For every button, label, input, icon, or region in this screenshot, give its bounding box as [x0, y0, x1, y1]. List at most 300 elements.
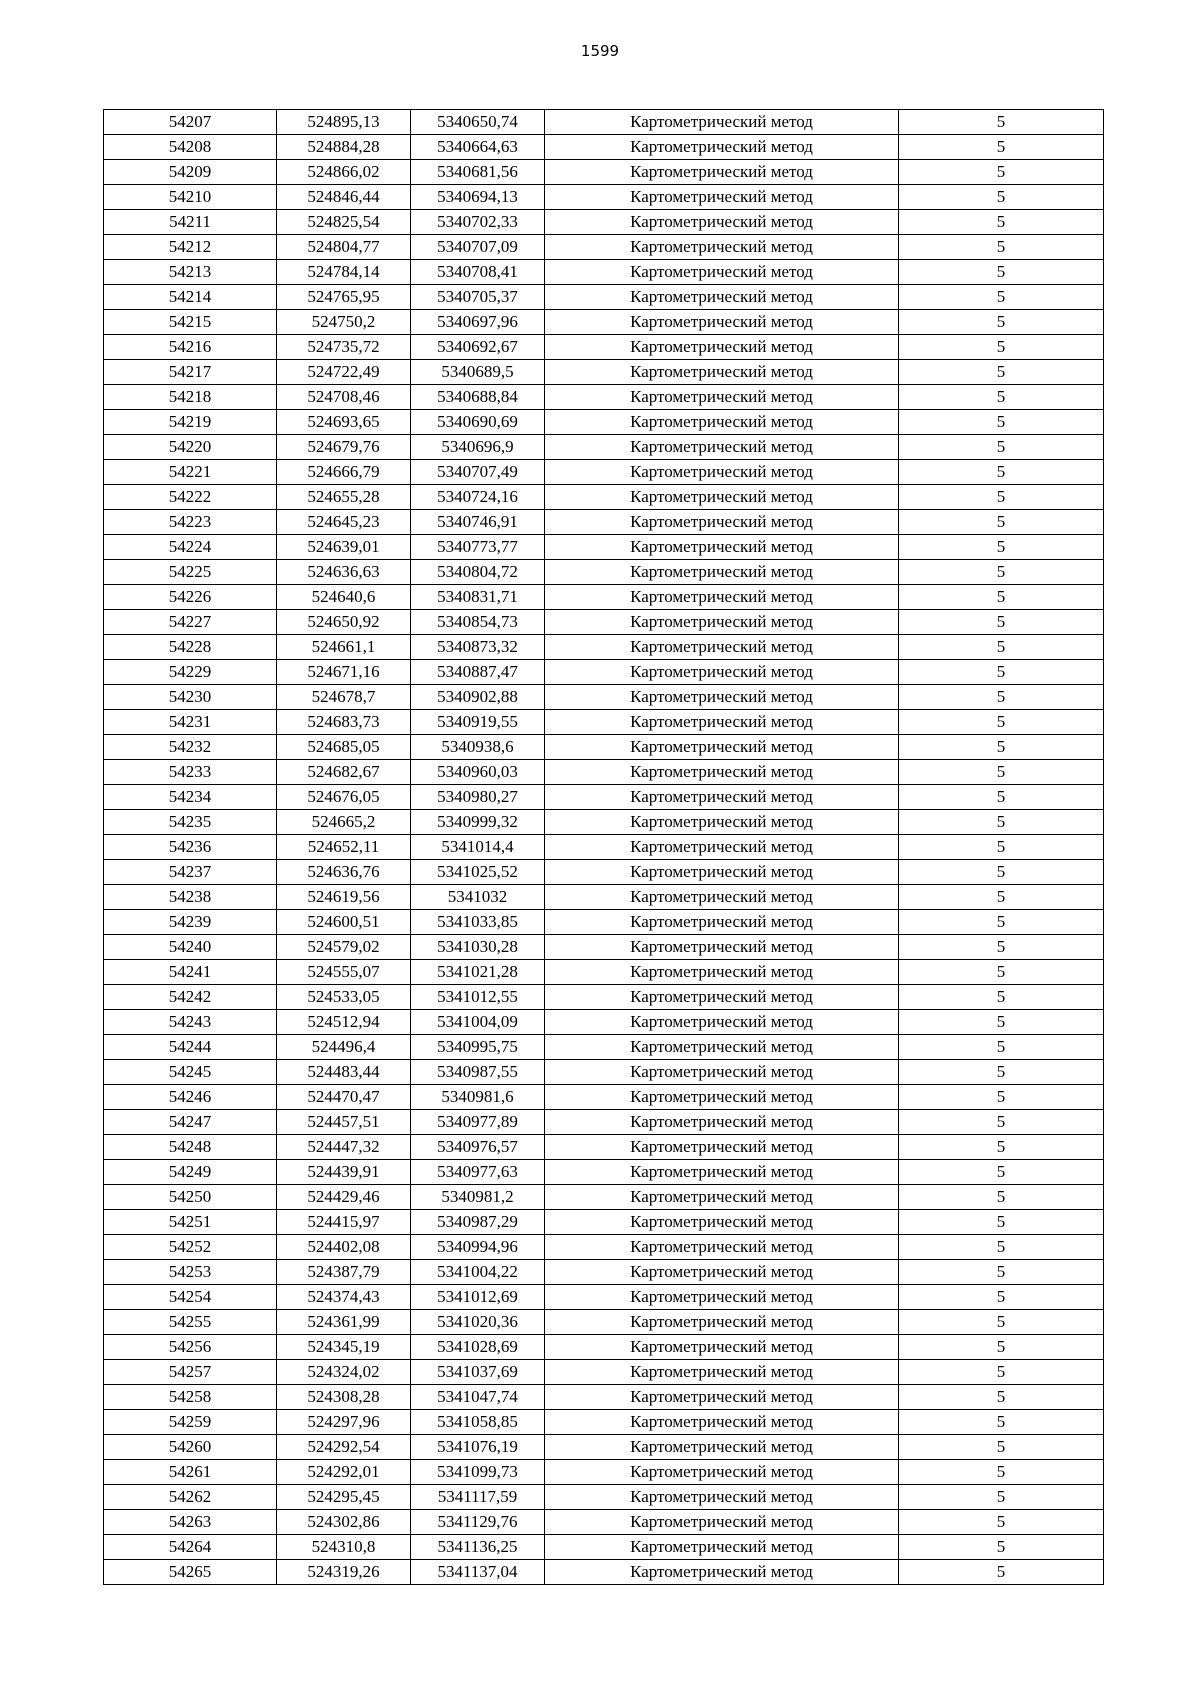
y-coordinate-cell: 5341021,28 — [411, 960, 545, 985]
point-number-cell: 54215 — [104, 310, 277, 335]
table-row — [104, 410, 1104, 435]
accuracy-cell: 5 — [899, 885, 1104, 910]
method-cell: Картометрический метод — [545, 210, 899, 235]
x-coordinate-cell: 524512,94 — [277, 1010, 411, 1035]
x-coordinate-cell: 524533,05 — [277, 985, 411, 1010]
point-number-cell: 54241 — [104, 960, 277, 985]
x-coordinate-cell: 524866,02 — [277, 160, 411, 185]
x-coordinate-cell: 524636,76 — [277, 860, 411, 885]
point-number-cell: 54262 — [104, 1485, 277, 1510]
table-row — [104, 360, 1104, 385]
table-row — [104, 985, 1104, 1010]
method-cell: Картометрический метод — [545, 1285, 899, 1310]
method-cell: Картометрический метод — [545, 110, 899, 135]
coordinates-table — [103, 109, 1104, 1585]
accuracy-cell: 5 — [899, 1410, 1104, 1435]
method-cell: Картометрический метод — [545, 1385, 899, 1410]
table-row — [104, 185, 1104, 210]
x-coordinate-cell: 524735,72 — [277, 335, 411, 360]
method-cell: Картометрический метод — [545, 735, 899, 760]
y-coordinate-cell: 5340690,69 — [411, 410, 545, 435]
x-coordinate-cell: 524319,26 — [277, 1560, 411, 1585]
x-coordinate-cell: 524292,54 — [277, 1435, 411, 1460]
y-coordinate-cell: 5340746,91 — [411, 510, 545, 535]
y-coordinate-cell: 5341033,85 — [411, 910, 545, 935]
x-coordinate-cell: 524439,91 — [277, 1160, 411, 1185]
x-coordinate-cell: 524846,44 — [277, 185, 411, 210]
method-cell: Картометрический метод — [545, 1410, 899, 1435]
method-cell: Картометрический метод — [545, 685, 899, 710]
x-coordinate-cell: 524661,1 — [277, 635, 411, 660]
y-coordinate-cell: 5341117,59 — [411, 1485, 545, 1510]
accuracy-cell: 5 — [899, 860, 1104, 885]
table-row — [104, 1460, 1104, 1485]
point-number-cell: 54246 — [104, 1085, 277, 1110]
y-coordinate-cell: 5340688,84 — [411, 385, 545, 410]
accuracy-cell: 5 — [899, 960, 1104, 985]
accuracy-cell: 5 — [899, 135, 1104, 160]
table-row — [104, 1385, 1104, 1410]
table-row — [104, 760, 1104, 785]
accuracy-cell: 5 — [899, 910, 1104, 935]
accuracy-cell: 5 — [899, 660, 1104, 685]
method-cell: Картометрический метод — [545, 585, 899, 610]
accuracy-cell: 5 — [899, 385, 1104, 410]
table-row — [104, 1510, 1104, 1535]
table-row — [104, 835, 1104, 860]
y-coordinate-cell: 5341037,69 — [411, 1360, 545, 1385]
x-coordinate-cell: 524402,08 — [277, 1235, 411, 1260]
y-coordinate-cell: 5340696,9 — [411, 435, 545, 460]
y-coordinate-cell: 5340650,74 — [411, 110, 545, 135]
method-cell: Картометрический метод — [545, 360, 899, 385]
x-coordinate-cell: 524310,8 — [277, 1535, 411, 1560]
accuracy-cell: 5 — [899, 510, 1104, 535]
table-row — [104, 1010, 1104, 1035]
point-number-cell: 54257 — [104, 1360, 277, 1385]
point-number-cell: 54261 — [104, 1460, 277, 1485]
accuracy-cell: 5 — [899, 760, 1104, 785]
table-row — [104, 1060, 1104, 1085]
point-number-cell: 54230 — [104, 685, 277, 710]
table-row — [104, 685, 1104, 710]
table-row — [104, 1335, 1104, 1360]
method-cell: Картометрический метод — [545, 1460, 899, 1485]
x-coordinate-cell: 524722,49 — [277, 360, 411, 385]
point-number-cell: 54222 — [104, 485, 277, 510]
method-cell: Картометрический метод — [545, 835, 899, 860]
table-row — [104, 510, 1104, 535]
table-row — [104, 1410, 1104, 1435]
x-coordinate-cell: 524693,65 — [277, 410, 411, 435]
accuracy-cell: 5 — [899, 1085, 1104, 1110]
y-coordinate-cell: 5340854,73 — [411, 610, 545, 635]
x-coordinate-cell: 524683,73 — [277, 710, 411, 735]
point-number-cell: 54233 — [104, 760, 277, 785]
method-cell: Картометрический метод — [545, 510, 899, 535]
point-number-cell: 54258 — [104, 1385, 277, 1410]
x-coordinate-cell: 524750,2 — [277, 310, 411, 335]
table-row — [104, 660, 1104, 685]
method-cell: Картометрический метод — [545, 410, 899, 435]
table-row — [104, 635, 1104, 660]
y-coordinate-cell: 5340689,5 — [411, 360, 545, 385]
accuracy-cell: 5 — [899, 935, 1104, 960]
point-number-cell: 54226 — [104, 585, 277, 610]
method-cell: Картометрический метод — [545, 460, 899, 485]
y-coordinate-cell: 5340919,55 — [411, 710, 545, 735]
y-coordinate-cell: 5340938,6 — [411, 735, 545, 760]
accuracy-cell: 5 — [899, 1335, 1104, 1360]
y-coordinate-cell: 5340708,41 — [411, 260, 545, 285]
method-cell: Картометрический метод — [545, 1435, 899, 1460]
y-coordinate-cell: 5341014,4 — [411, 835, 545, 860]
method-cell: Картометрический метод — [545, 1110, 899, 1135]
accuracy-cell: 5 — [899, 310, 1104, 335]
accuracy-cell: 5 — [899, 1035, 1104, 1060]
accuracy-cell: 5 — [899, 735, 1104, 760]
x-coordinate-cell: 524650,92 — [277, 610, 411, 635]
x-coordinate-cell: 524457,51 — [277, 1110, 411, 1135]
accuracy-cell: 5 — [899, 1385, 1104, 1410]
y-coordinate-cell: 5340697,96 — [411, 310, 545, 335]
accuracy-cell: 5 — [899, 335, 1104, 360]
y-coordinate-cell: 5340694,13 — [411, 185, 545, 210]
table-row — [104, 460, 1104, 485]
accuracy-cell: 5 — [899, 710, 1104, 735]
table-row — [104, 1235, 1104, 1260]
accuracy-cell: 5 — [899, 1210, 1104, 1235]
x-coordinate-cell: 524361,99 — [277, 1310, 411, 1335]
x-coordinate-cell: 524666,79 — [277, 460, 411, 485]
x-coordinate-cell: 524679,76 — [277, 435, 411, 460]
y-coordinate-cell: 5341025,52 — [411, 860, 545, 885]
method-cell: Картометрический метод — [545, 1210, 899, 1235]
accuracy-cell: 5 — [899, 810, 1104, 835]
point-number-cell: 54212 — [104, 235, 277, 260]
x-coordinate-cell: 524447,32 — [277, 1135, 411, 1160]
point-number-cell: 54253 — [104, 1260, 277, 1285]
accuracy-cell: 5 — [899, 835, 1104, 860]
y-coordinate-cell: 5340994,96 — [411, 1235, 545, 1260]
method-cell: Картометрический метод — [545, 910, 899, 935]
x-coordinate-cell: 524297,96 — [277, 1410, 411, 1435]
method-cell: Картометрический метод — [545, 785, 899, 810]
table-row — [104, 285, 1104, 310]
accuracy-cell: 5 — [899, 585, 1104, 610]
x-coordinate-cell: 524415,97 — [277, 1210, 411, 1235]
method-cell: Картометрический метод — [545, 1160, 899, 1185]
table-row — [104, 735, 1104, 760]
y-coordinate-cell: 5341137,04 — [411, 1560, 545, 1585]
method-cell: Картометрический метод — [545, 1235, 899, 1260]
accuracy-cell: 5 — [899, 460, 1104, 485]
x-coordinate-cell: 524685,05 — [277, 735, 411, 760]
y-coordinate-cell: 5340981,6 — [411, 1085, 545, 1110]
method-cell: Картометрический метод — [545, 260, 899, 285]
x-coordinate-cell: 524295,45 — [277, 1485, 411, 1510]
accuracy-cell: 5 — [899, 360, 1104, 385]
y-coordinate-cell: 5341030,28 — [411, 935, 545, 960]
point-number-cell: 54245 — [104, 1060, 277, 1085]
table-row — [104, 310, 1104, 335]
table-row — [104, 610, 1104, 635]
table-row — [104, 1435, 1104, 1460]
point-number-cell: 54242 — [104, 985, 277, 1010]
point-number-cell: 54221 — [104, 460, 277, 485]
accuracy-cell: 5 — [899, 1460, 1104, 1485]
point-number-cell: 54224 — [104, 535, 277, 560]
y-coordinate-cell: 5340702,33 — [411, 210, 545, 235]
point-number-cell: 54220 — [104, 435, 277, 460]
point-number-cell: 54214 — [104, 285, 277, 310]
point-number-cell: 54232 — [104, 735, 277, 760]
y-coordinate-cell: 5341012,69 — [411, 1285, 545, 1310]
point-number-cell: 54227 — [104, 610, 277, 635]
accuracy-cell: 5 — [899, 1135, 1104, 1160]
method-cell: Картометрический метод — [545, 885, 899, 910]
method-cell: Картометрический метод — [545, 1085, 899, 1110]
point-number-cell: 54229 — [104, 660, 277, 685]
point-number-cell: 54216 — [104, 335, 277, 360]
point-number-cell: 54217 — [104, 360, 277, 385]
y-coordinate-cell: 5340981,2 — [411, 1185, 545, 1210]
method-cell: Картометрический метод — [545, 1260, 899, 1285]
method-cell: Картометрический метод — [545, 635, 899, 660]
method-cell: Картометрический метод — [545, 1360, 899, 1385]
accuracy-cell: 5 — [899, 110, 1104, 135]
x-coordinate-cell: 524387,79 — [277, 1260, 411, 1285]
y-coordinate-cell: 5340977,89 — [411, 1110, 545, 1135]
x-coordinate-cell: 524652,11 — [277, 835, 411, 860]
table-row — [104, 1110, 1104, 1135]
x-coordinate-cell: 524302,86 — [277, 1510, 411, 1535]
method-cell: Картометрический метод — [545, 1185, 899, 1210]
table-row — [104, 385, 1104, 410]
y-coordinate-cell: 5340773,77 — [411, 535, 545, 560]
method-cell: Картометрический метод — [545, 760, 899, 785]
method-cell: Картометрический метод — [545, 1135, 899, 1160]
point-number-cell: 54254 — [104, 1285, 277, 1310]
accuracy-cell: 5 — [899, 1110, 1104, 1135]
y-coordinate-cell: 5340804,72 — [411, 560, 545, 585]
method-cell: Картометрический метод — [545, 335, 899, 360]
accuracy-cell: 5 — [899, 1510, 1104, 1535]
y-coordinate-cell: 5341136,25 — [411, 1535, 545, 1560]
x-coordinate-cell: 524708,46 — [277, 385, 411, 410]
y-coordinate-cell: 5340692,67 — [411, 335, 545, 360]
method-cell: Картометрический метод — [545, 485, 899, 510]
table-row — [104, 1310, 1104, 1335]
x-coordinate-cell: 524600,51 — [277, 910, 411, 935]
point-number-cell: 54239 — [104, 910, 277, 935]
point-number-cell: 54218 — [104, 385, 277, 410]
point-number-cell: 54236 — [104, 835, 277, 860]
method-cell: Картометрический метод — [545, 1560, 899, 1585]
x-coordinate-cell: 524804,77 — [277, 235, 411, 260]
point-number-cell: 54244 — [104, 1035, 277, 1060]
table-row — [104, 885, 1104, 910]
y-coordinate-cell: 5340664,63 — [411, 135, 545, 160]
point-number-cell: 54252 — [104, 1235, 277, 1260]
x-coordinate-cell: 524639,01 — [277, 535, 411, 560]
table-row — [104, 110, 1104, 135]
method-cell: Картометрический метод — [545, 135, 899, 160]
accuracy-cell: 5 — [899, 1485, 1104, 1510]
point-number-cell: 54250 — [104, 1185, 277, 1210]
point-number-cell: 54231 — [104, 710, 277, 735]
point-number-cell: 54207 — [104, 110, 277, 135]
y-coordinate-cell: 5340902,88 — [411, 685, 545, 710]
y-coordinate-cell: 5340705,37 — [411, 285, 545, 310]
y-coordinate-cell: 5341028,69 — [411, 1335, 545, 1360]
x-coordinate-cell: 524676,05 — [277, 785, 411, 810]
accuracy-cell: 5 — [899, 185, 1104, 210]
point-number-cell: 54209 — [104, 160, 277, 185]
table-row — [104, 960, 1104, 985]
method-cell: Картометрический метод — [545, 435, 899, 460]
table-row — [104, 785, 1104, 810]
table-row — [104, 1035, 1104, 1060]
x-coordinate-cell: 524579,02 — [277, 935, 411, 960]
table-row — [104, 260, 1104, 285]
method-cell: Картометрический метод — [545, 1335, 899, 1360]
accuracy-cell: 5 — [899, 985, 1104, 1010]
point-number-cell: 54255 — [104, 1310, 277, 1335]
point-number-cell: 54251 — [104, 1210, 277, 1235]
point-number-cell: 54256 — [104, 1335, 277, 1360]
method-cell: Картометрический метод — [545, 560, 899, 585]
accuracy-cell: 5 — [899, 635, 1104, 660]
point-number-cell: 54265 — [104, 1560, 277, 1585]
y-coordinate-cell: 5341004,22 — [411, 1260, 545, 1285]
x-coordinate-cell: 524470,47 — [277, 1085, 411, 1110]
method-cell: Картометрический метод — [545, 1010, 899, 1035]
table-row — [104, 235, 1104, 260]
method-cell: Картометрический метод — [545, 1485, 899, 1510]
x-coordinate-cell: 524496,4 — [277, 1035, 411, 1060]
x-coordinate-cell: 524374,43 — [277, 1285, 411, 1310]
accuracy-cell: 5 — [899, 1160, 1104, 1185]
method-cell: Картометрический метод — [545, 660, 899, 685]
point-number-cell: 54263 — [104, 1510, 277, 1535]
y-coordinate-cell: 5341004,09 — [411, 1010, 545, 1035]
table-row — [104, 1285, 1104, 1310]
y-coordinate-cell: 5341032 — [411, 885, 545, 910]
table-row — [104, 1260, 1104, 1285]
accuracy-cell: 5 — [899, 1010, 1104, 1035]
x-coordinate-cell: 524636,63 — [277, 560, 411, 585]
accuracy-cell: 5 — [899, 1060, 1104, 1085]
y-coordinate-cell: 5340999,32 — [411, 810, 545, 835]
x-coordinate-cell: 524665,2 — [277, 810, 411, 835]
y-coordinate-cell: 5340873,32 — [411, 635, 545, 660]
point-number-cell: 54211 — [104, 210, 277, 235]
accuracy-cell: 5 — [899, 435, 1104, 460]
method-cell: Картометрический метод — [545, 610, 899, 635]
x-coordinate-cell: 524324,02 — [277, 1360, 411, 1385]
x-coordinate-cell: 524345,19 — [277, 1335, 411, 1360]
x-coordinate-cell: 524308,28 — [277, 1385, 411, 1410]
method-cell: Картометрический метод — [545, 1310, 899, 1335]
point-number-cell: 54243 — [104, 1010, 277, 1035]
table-row — [104, 160, 1104, 185]
method-cell: Картометрический метод — [545, 710, 899, 735]
x-coordinate-cell: 524555,07 — [277, 960, 411, 985]
point-number-cell: 54238 — [104, 885, 277, 910]
method-cell: Картометрический метод — [545, 535, 899, 560]
point-number-cell: 54247 — [104, 1110, 277, 1135]
y-coordinate-cell: 5340960,03 — [411, 760, 545, 785]
accuracy-cell: 5 — [899, 1285, 1104, 1310]
method-cell: Картометрический метод — [545, 385, 899, 410]
table-row — [104, 810, 1104, 835]
method-cell: Картометрический метод — [545, 1035, 899, 1060]
x-coordinate-cell: 524619,56 — [277, 885, 411, 910]
accuracy-cell: 5 — [899, 785, 1104, 810]
accuracy-cell: 5 — [899, 1360, 1104, 1385]
y-coordinate-cell: 5340977,63 — [411, 1160, 545, 1185]
table-row — [104, 860, 1104, 885]
table-row — [104, 1535, 1104, 1560]
y-coordinate-cell: 5341099,73 — [411, 1460, 545, 1485]
table-row — [104, 1360, 1104, 1385]
y-coordinate-cell: 5341129,76 — [411, 1510, 545, 1535]
x-coordinate-cell: 524645,23 — [277, 510, 411, 535]
x-coordinate-cell: 524429,46 — [277, 1185, 411, 1210]
table-row — [104, 1210, 1104, 1235]
y-coordinate-cell: 5340724,16 — [411, 485, 545, 510]
method-cell: Картометрический метод — [545, 960, 899, 985]
point-number-cell: 54210 — [104, 185, 277, 210]
y-coordinate-cell: 5340987,29 — [411, 1210, 545, 1235]
point-number-cell: 54223 — [104, 510, 277, 535]
y-coordinate-cell: 5340976,57 — [411, 1135, 545, 1160]
y-coordinate-cell: 5341076,19 — [411, 1435, 545, 1460]
accuracy-cell: 5 — [899, 560, 1104, 585]
y-coordinate-cell: 5341047,74 — [411, 1385, 545, 1410]
method-cell: Картометрический метод — [545, 1535, 899, 1560]
y-coordinate-cell: 5340887,47 — [411, 660, 545, 685]
accuracy-cell: 5 — [899, 285, 1104, 310]
method-cell: Картометрический метод — [545, 310, 899, 335]
accuracy-cell: 5 — [899, 260, 1104, 285]
table-row — [104, 535, 1104, 560]
method-cell: Картометрический метод — [545, 185, 899, 210]
accuracy-cell: 5 — [899, 485, 1104, 510]
point-number-cell: 54237 — [104, 860, 277, 885]
accuracy-cell: 5 — [899, 1185, 1104, 1210]
point-number-cell: 54264 — [104, 1535, 277, 1560]
y-coordinate-cell: 5341012,55 — [411, 985, 545, 1010]
x-coordinate-cell: 524483,44 — [277, 1060, 411, 1085]
table-row — [104, 335, 1104, 360]
page-number: 1599 — [580, 42, 620, 60]
x-coordinate-cell: 524671,16 — [277, 660, 411, 685]
point-number-cell: 54208 — [104, 135, 277, 160]
accuracy-cell: 5 — [899, 685, 1104, 710]
accuracy-cell: 5 — [899, 1310, 1104, 1335]
point-number-cell: 54234 — [104, 785, 277, 810]
point-number-cell: 54259 — [104, 1410, 277, 1435]
y-coordinate-cell: 5340831,71 — [411, 585, 545, 610]
accuracy-cell: 5 — [899, 410, 1104, 435]
table-row — [104, 1085, 1104, 1110]
point-number-cell: 54219 — [104, 410, 277, 435]
method-cell: Картометрический метод — [545, 985, 899, 1010]
table-row — [104, 910, 1104, 935]
point-number-cell: 54248 — [104, 1135, 277, 1160]
